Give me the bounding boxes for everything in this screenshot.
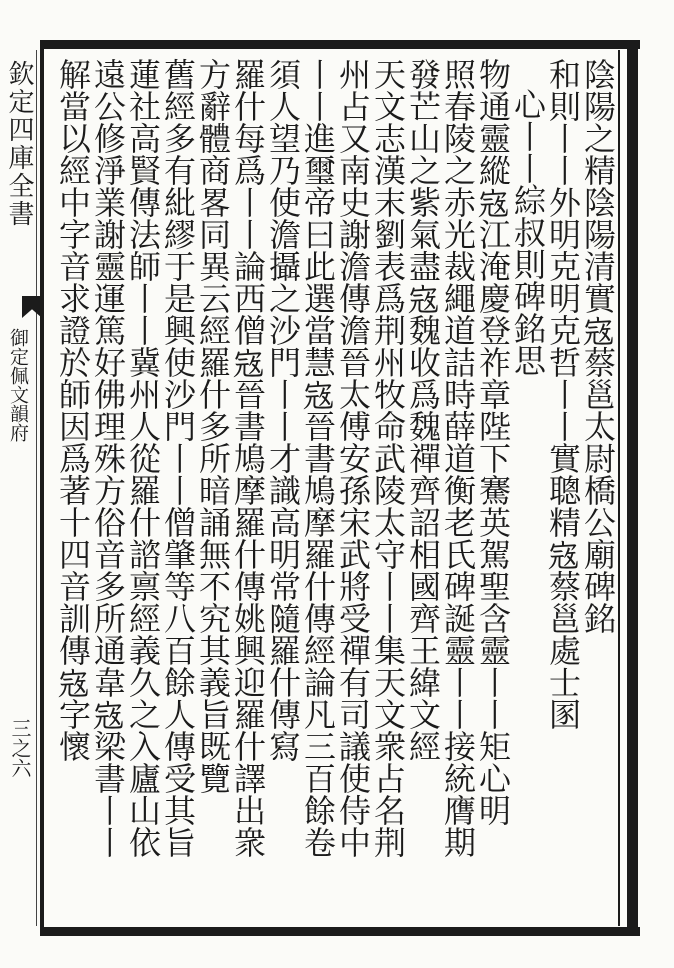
frame-inner-line	[618, 50, 620, 926]
text-column: 照春陵之赤光裁繩道詰時薛道衡老氏碑誕靈丨丨接統膺期	[439, 58, 477, 858]
frame-border-bottom	[44, 927, 640, 936]
text-column: 解當以經中字音求證於師因爲著十四音訓傳𡨥字懷	[54, 58, 92, 762]
text-column: 發芒山之紫氣盡𡨥魏收爲魏禪齊詔相國齊王緯文經	[404, 58, 442, 762]
text-column: 心丨丨綜叔則碑銘思	[509, 88, 547, 376]
text-columns	[52, 58, 617, 922]
page-margin	[0, 50, 38, 926]
text-column: 舊經多有紕繆于是興使沙門丨丨僧肇等八百餘人傳受其旨	[159, 58, 197, 858]
text-column: 須人望乃使澹攝之沙門丨丨才識高明常隨羅什傳寫	[264, 58, 302, 762]
frame-border-right	[627, 40, 638, 936]
text-column: 天文志漢末劉表爲荆州牧命武陵太守丨丨集天文衆占名荆	[369, 58, 407, 858]
text-column: 州占又南史謝澹傳澹晉太傅安孫宋武將受禪有司議使侍中	[334, 58, 372, 858]
text-column: 方辭體商畧同異云經羅什多所暗誦無不究其義旨既覽	[194, 58, 232, 794]
frame-border-left	[40, 40, 44, 936]
text-column: 遠公修淨業謝靈運篤好佛理殊方俗音多所通韋𡨥梁書丨丨	[89, 58, 127, 858]
margin-page-number: 三之六	[8, 718, 32, 778]
text-column: 陰陽之精陰陽清實𡨥蔡邕太尉橋公廟碑銘	[579, 58, 617, 634]
margin-book-title: 御定佩文韻府	[7, 328, 29, 442]
text-column: 和則丨丨外明克明克哲丨丨實聰精𡨥蔡邕處士圂	[544, 58, 582, 730]
fish-tail-mark-icon	[22, 296, 42, 318]
frame-border-top	[44, 40, 640, 49]
text-column: 丨丨進璽帝曰此選當慧𡨥晉書鳩摩羅什傳經論凡三百餘卷	[299, 58, 337, 858]
text-column: 蓮社高賢傳法師丨丨冀州人從羅什諮禀經義久之入廬山依	[124, 58, 162, 858]
text-column: 羅什每爲丨丨論西僧𡨥晉書鳩摩羅什傳姚興迎羅什譯出衆	[229, 58, 267, 858]
margin-title: 欽定四庫全書	[4, 60, 34, 228]
text-column: 物通靈縱𡨥江淹慶登祚章陛下騫英駕聖含靈丨丨矩心明	[474, 58, 512, 826]
